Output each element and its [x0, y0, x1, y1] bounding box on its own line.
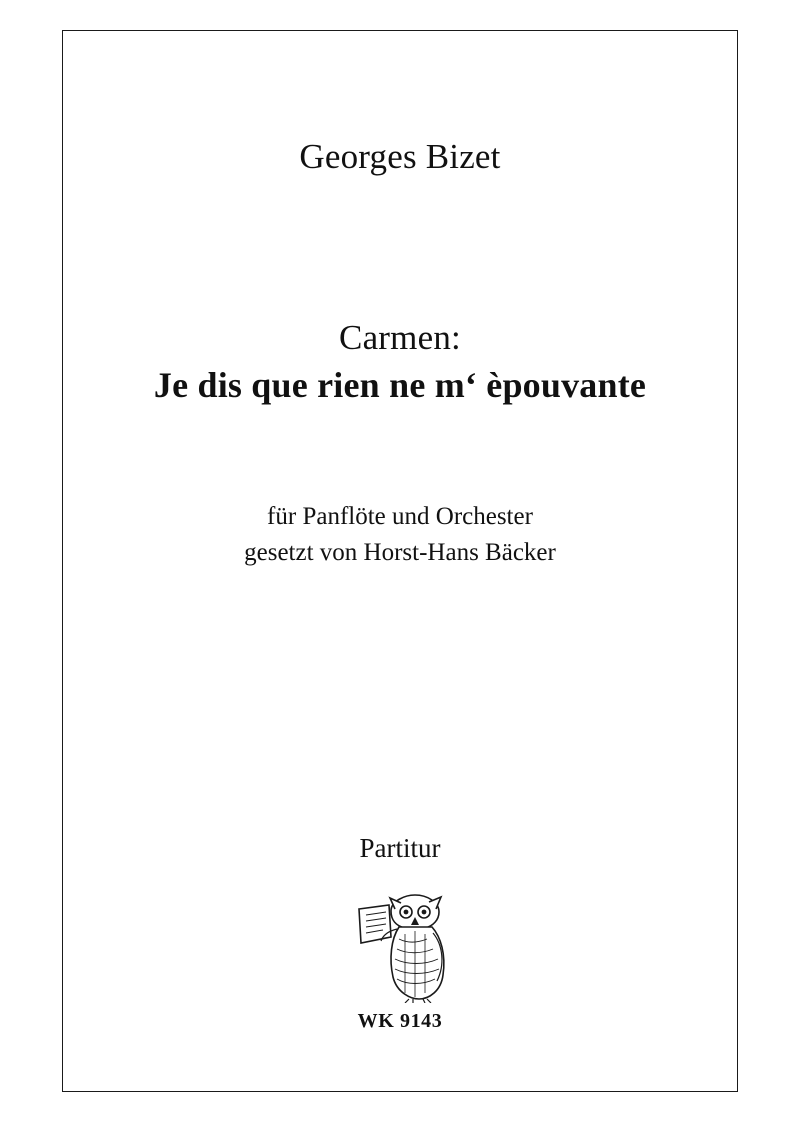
owl-logo-icon	[330, 892, 470, 1004]
instrumentation-line: für Panflöte und Orchester	[267, 502, 533, 530]
arranger-line: gesetzt von Horst-Hans Bäcker	[244, 539, 556, 567]
title-block	[62, 317, 738, 407]
composer-name: Georges Bizet	[299, 137, 501, 176]
work-title: Carmen:	[339, 317, 461, 357]
cover-content	[62, 30, 738, 1092]
catalog-number: WK 9143	[357, 1010, 443, 1033]
instrumentation-block	[244, 499, 556, 572]
score-type-label: Partitur	[359, 833, 441, 864]
movement-title: Je dis que rien ne m‘ èpouvante	[153, 364, 647, 405]
